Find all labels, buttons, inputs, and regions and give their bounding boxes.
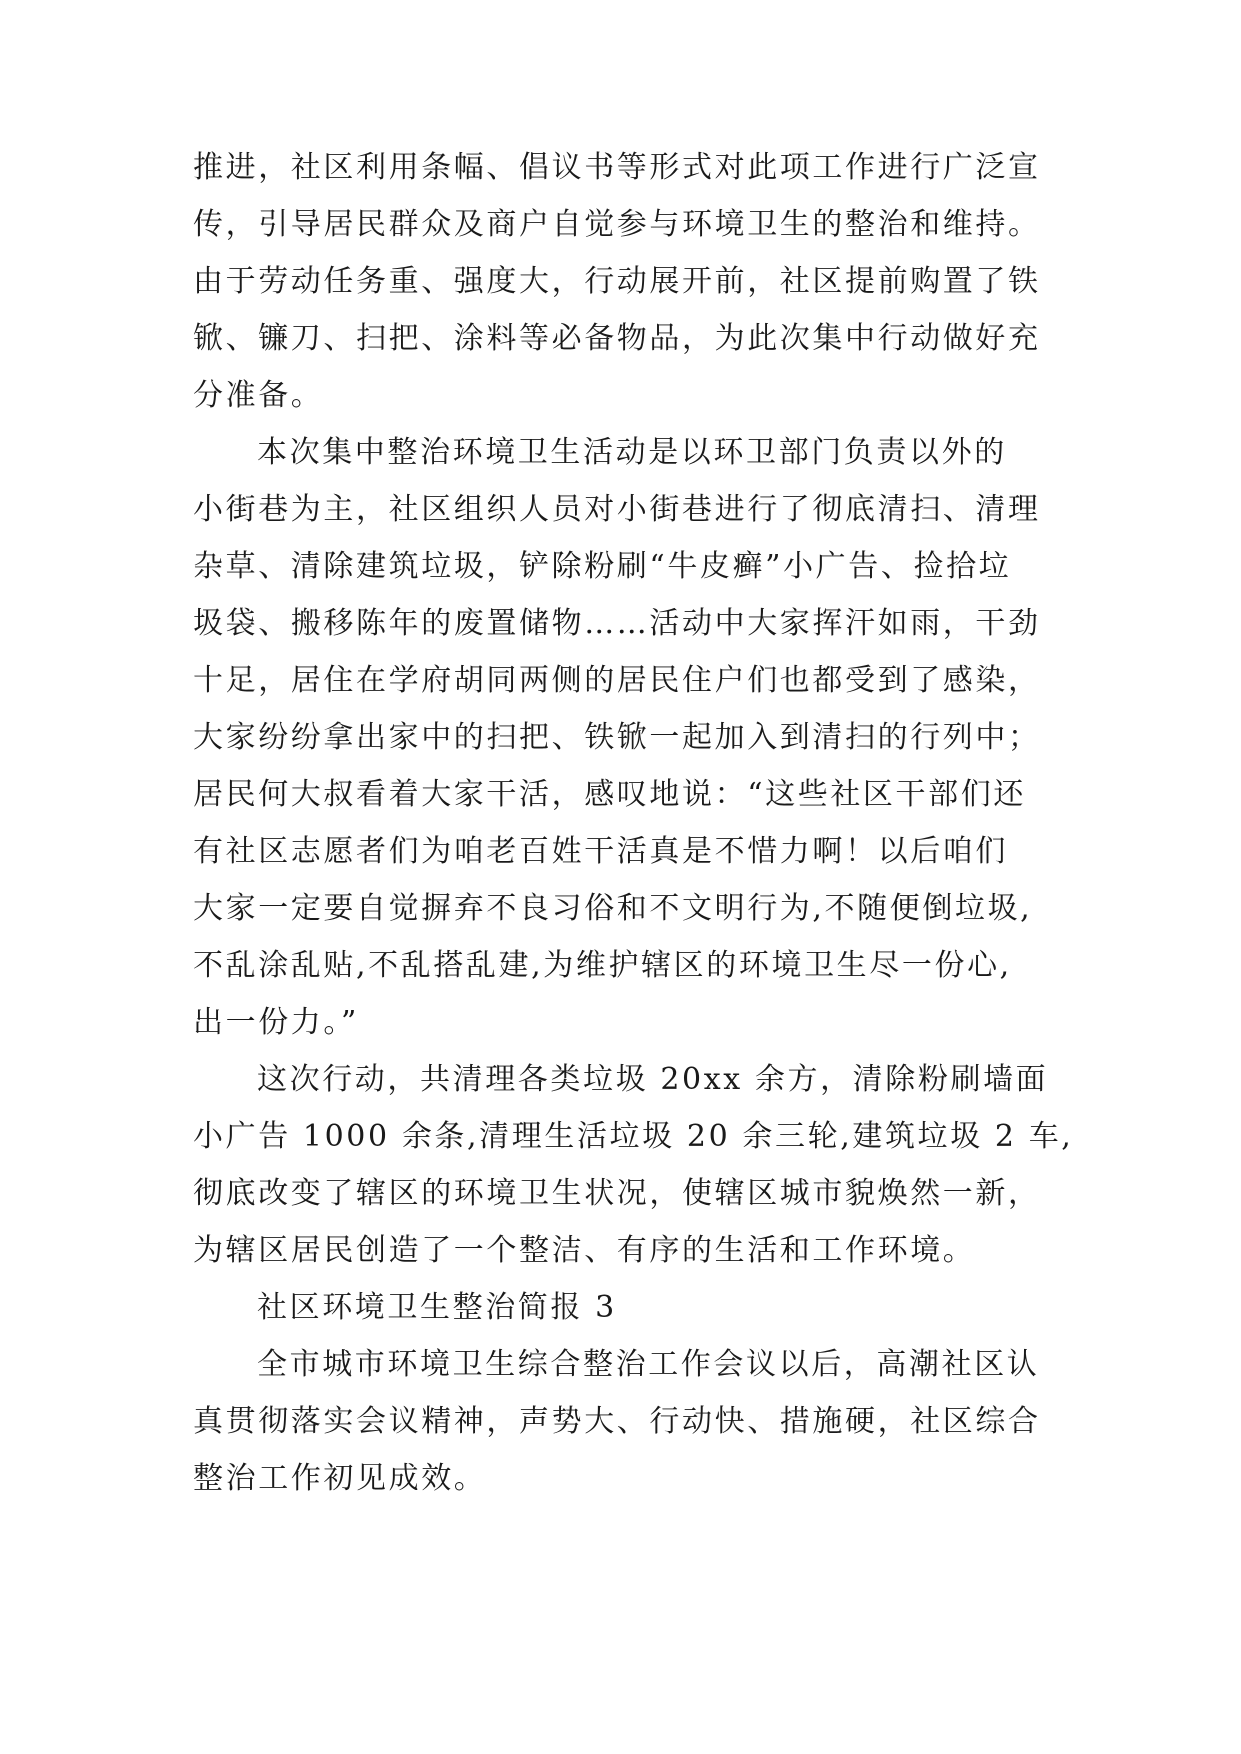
- paragraph-first-line: 这次行动，共清理各类垃圾 20xx 余方，清除粉刷墙面: [257, 1062, 1049, 1097]
- text-line: 分准备。: [193, 378, 324, 413]
- text-line: 大家纷纷拿出家中的扫把、铁锨一起加入到清扫的行列中；: [193, 720, 1041, 755]
- text-line: 小广告 1000 余条,清理生活垃圾 20 余三轮,建筑垃圾 2 车,: [193, 1119, 1074, 1154]
- text-line: 锨、镰刀、扫把、涂料等必备物品，为此次集中行动做好充: [193, 321, 1041, 356]
- text-line: 十足，居住在学府胡同两侧的居民住户们也都受到了感染，: [193, 663, 1041, 698]
- text-line: 彻底改变了辖区的环境卫生状况，使辖区城市貌焕然一新，: [193, 1176, 1041, 1211]
- text-line: 真贯彻落实会议精神，声势大、行动快、措施硬，社区综合: [193, 1404, 1041, 1439]
- text-line: 为辖区居民创造了一个整洁、有序的生活和工作环境。: [193, 1233, 976, 1268]
- paragraph-first-line: 全市城市环境卫生综合整治工作会议以后，高潮社区认: [257, 1347, 1040, 1382]
- text-line: 圾袋、搬移陈年的废置储物……活动中大家挥汗如雨，干劲: [193, 606, 1041, 641]
- text-line: 大家一定要自觉摒弃不良习俗和不文明行为,不随便倒垃圾,: [193, 891, 1033, 926]
- text-line: 出一份力。”: [193, 1005, 359, 1040]
- text-line: 小街巷为主，社区组织人员对小街巷进行了彻底清扫、清理: [193, 492, 1041, 527]
- text-line: 整治工作初见成效。: [193, 1461, 487, 1496]
- paragraph-first-line: 本次集中整治环境卫生活动是以环卫部门负责以外的: [257, 435, 1007, 470]
- text-line: 传，引导居民群众及商户自觉参与环境卫生的整治和维持。: [193, 207, 1041, 242]
- text-line: 由于劳动任务重、强度大，行动展开前，社区提前购置了铁: [193, 264, 1041, 299]
- text-line: 不乱涂乱贴,不乱搭乱建,为维护辖区的环境卫生尽一份心,: [193, 948, 1012, 983]
- text-line: 推进，社区利用条幅、倡议书等形式对此项工作进行广泛宣: [193, 150, 1041, 185]
- text-line: 居民何大叔看着大家干活，感叹地说：“这些社区干部们还: [193, 777, 1026, 812]
- section-heading: 社区环境卫生整治简报 3: [257, 1290, 617, 1325]
- text-line: 杂草、清除建筑垃圾，铲除粉刷“牛皮癣”小广告、捡拾垃: [193, 549, 1012, 584]
- text-line: 有社区志愿者们为咱老百姓干活真是不惜力啊！以后咱们: [193, 834, 1008, 869]
